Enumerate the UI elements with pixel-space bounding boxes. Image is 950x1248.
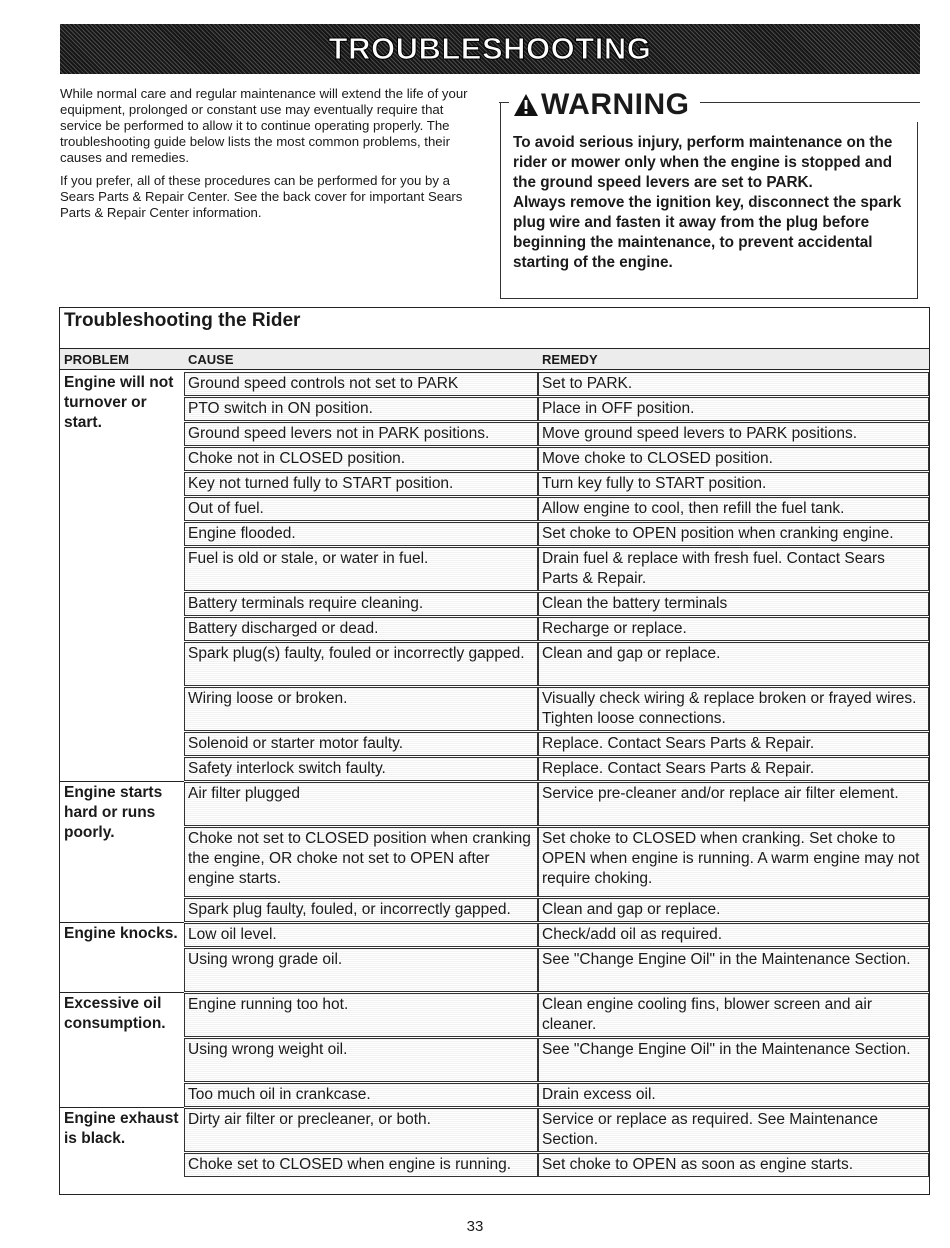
problem-divider: [60, 992, 184, 993]
cause-cell: Battery terminals require cleaning.: [184, 592, 538, 616]
cause-cell: Ground speed controls not set to PARK: [184, 372, 538, 396]
cause-cell: Using wrong weight oil.: [184, 1038, 538, 1082]
problem-divider: [60, 781, 184, 782]
remedy-cell: Visually check wiring & replace broken or frayed wires. Tighten loose connections.: [538, 687, 929, 731]
cause-cell: Using wrong grade oil.: [184, 948, 538, 992]
intro-paragraph-2: If you prefer, all of these procedures can be performed for you by a Sears Parts & Repair Center. See the back cover for important Sears Parts & Repair Center information.: [60, 173, 463, 220]
remedy-cell: Check/add oil as required.: [538, 923, 929, 947]
remedy-cell: Move ground speed levers to PARK positions.: [538, 422, 929, 446]
problem-label: Engine knocks.: [64, 925, 178, 942]
cause-cell: Air filter plugged: [184, 782, 538, 826]
cause-cell: Engine flooded.: [184, 522, 538, 546]
remedy-cell: Drain excess oil.: [538, 1083, 929, 1107]
warning-paragraph-2: Always remove the ignition key, disconnect the spark plug wire and fasten it away from the plug before beginning the maintenance, to prevent accidental starting of the engine.: [513, 194, 902, 271]
warning-title: WARNING: [541, 88, 690, 121]
remedy-cell: Drain fuel & replace with fresh fuel. Contact Sears Parts & Repair.: [538, 547, 929, 591]
table-header-row: [60, 348, 929, 370]
cause-cell: Choke not set to CLOSED position when cranking the engine, OR choke not set to OPEN after engine starts.: [184, 827, 538, 897]
problem-label: Excessive oil consumption.: [64, 995, 166, 1032]
remedy-cell: Recharge or replace.: [538, 617, 929, 641]
cause-cell: Battery discharged or dead.: [184, 617, 538, 641]
title-banner: [60, 24, 920, 74]
cause-cell: Solenoid or starter motor faulty.: [184, 732, 538, 756]
remedy-cell: Service pre-cleaner and/or replace air filter element.: [538, 782, 929, 826]
warning-header: [505, 88, 920, 122]
cause-cell: Spark plug(s) faulty, fouled or incorrectly gapped.: [184, 642, 538, 686]
remedy-cell: Place in OFF position.: [538, 397, 929, 421]
page-number: 33: [466, 1218, 484, 1235]
remedy-cell: See "Change Engine Oil" in the Maintenance Section.: [538, 948, 929, 992]
problem-divider: [60, 922, 184, 923]
header-remedy: REMEDY: [542, 352, 598, 367]
cause-cell: Spark plug faulty, fouled, or incorrectly gapped.: [184, 898, 538, 922]
cause-cell: Key not turned fully to START position.: [184, 472, 538, 496]
cause-cell: Out of fuel.: [184, 497, 538, 521]
remedy-cell: Set choke to OPEN as soon as engine starts.: [538, 1153, 929, 1177]
remedy-cell: Replace. Contact Sears Parts & Repair.: [538, 732, 929, 756]
problem-label: Engine starts hard or runs poorly.: [64, 784, 163, 841]
remedy-cell: Set choke to CLOSED when cranking. Set choke to OPEN when engine is running. A warm engine may not require choking.: [538, 827, 929, 897]
cause-cell: Choke not in CLOSED position.: [184, 447, 538, 471]
cause-cell: PTO switch in ON position.: [184, 397, 538, 421]
remedy-cell: Set choke to OPEN position when cranking engine.: [538, 522, 929, 546]
header-cause: CAUSE: [188, 352, 234, 367]
remedy-cell: Set to PARK.: [538, 372, 929, 396]
cause-cell: Low oil level.: [184, 923, 538, 947]
remedy-cell: Clean engine cooling fins, blower screen and air cleaner.: [538, 993, 929, 1037]
intro-paragraph-1: While normal care and regular maintenance will extend the life of your equipment, prolonged or constant use may eventually require that service be performed to allow it to continue operating properly. The troubleshooting guide below lists the most common problems, their causes and remedies.: [60, 86, 468, 165]
cause-cell: Engine running too hot.: [184, 993, 538, 1037]
intro-text: [60, 86, 480, 228]
remedy-cell: Allow engine to cool, then refill the fuel tank.: [538, 497, 929, 521]
problem-divider: [60, 1107, 184, 1108]
warning-triangle-icon: [513, 93, 539, 117]
cause-cell: Too much oil in crankcase.: [184, 1083, 538, 1107]
cause-cell: Wiring loose or broken.: [184, 687, 538, 731]
remedy-cell: Replace. Contact Sears Parts & Repair.: [538, 757, 929, 781]
page-title: TROUBLESHOOTING: [328, 31, 652, 66]
remedy-cell: Clean the battery terminals: [538, 592, 929, 616]
cause-cell: Safety interlock switch faulty.: [184, 757, 538, 781]
warning-body: [513, 133, 913, 273]
problem-label: Engine exhaust is black.: [64, 1110, 179, 1147]
remedy-cell: See "Change Engine Oil" in the Maintenance Section.: [538, 1038, 929, 1082]
header-problem: PROBLEM: [64, 352, 129, 367]
remedy-cell: Turn key fully to START position.: [538, 472, 929, 496]
remedy-cell: Move choke to CLOSED position.: [538, 447, 929, 471]
cause-cell: Fuel is old or stale, or water in fuel.: [184, 547, 538, 591]
problem-label: Engine will not turnover or start.: [64, 374, 174, 431]
cause-cell: Dirty air filter or precleaner, or both.: [184, 1108, 538, 1152]
warning-paragraph-1: To avoid serious injury, perform maintenance on the rider or mower only when the engine is stopped and the ground speed levers are set to PARK.: [513, 134, 893, 191]
cause-cell: Ground speed levers not in PARK positions.: [184, 422, 538, 446]
remedy-cell: Service or replace as required. See Maintenance Section.: [538, 1108, 929, 1152]
section-title: Troubleshooting the Rider: [64, 310, 301, 331]
remedy-cell: Clean and gap or replace.: [538, 642, 929, 686]
cause-cell: Choke set to CLOSED when engine is running.: [184, 1153, 538, 1177]
remedy-cell: Clean and gap or replace.: [538, 898, 929, 922]
